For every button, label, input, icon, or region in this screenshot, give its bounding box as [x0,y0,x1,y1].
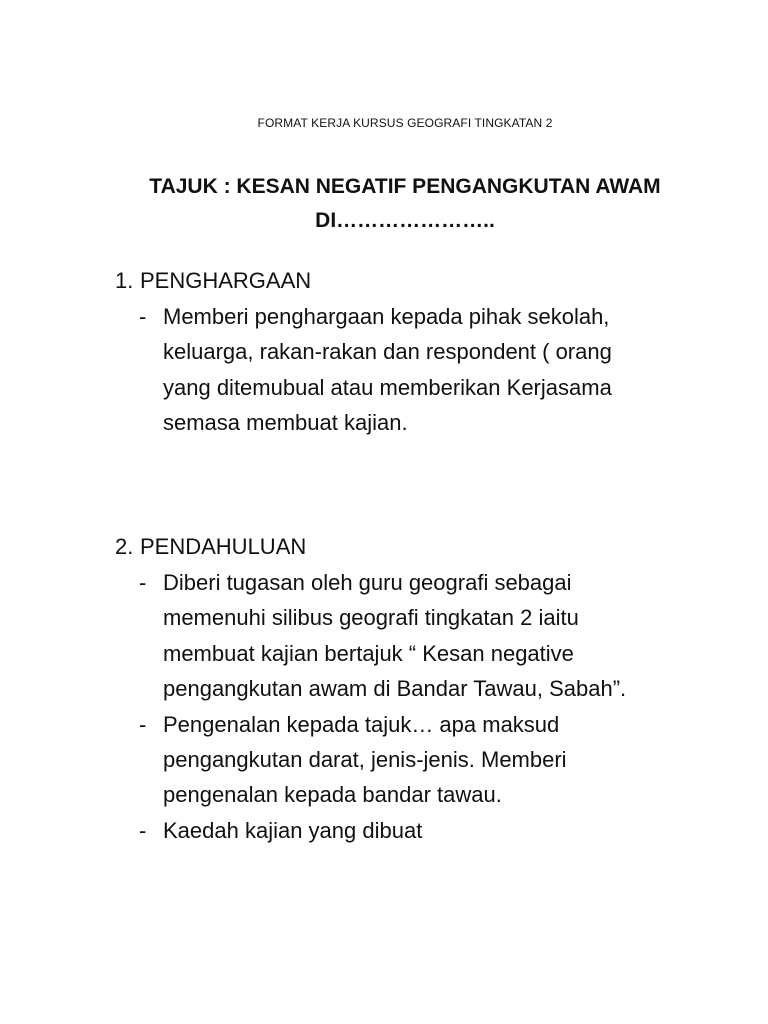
list-item [139,813,715,848]
dash-bullet: - [139,711,147,737]
list-item-text: Memberi penghargaan kepada pihak sekolah, keluarga, rakan-rakan dan respondent ( orang yang ditemubual atau memberikan Kerjasama semasa membuat kajian. [163,304,612,436]
list-item [139,565,715,707]
document-label: FORMAT KERJA KURSUS GEOGRAFI TINGKATAN 2 [257,116,553,130]
title-line-2: DI………………….. [315,209,495,232]
list-item-text: Kaedah kajian yang dibuat [163,817,423,843]
title-line-1: TAJUK : KESAN NEGATIF PENGANGKUTAN AWAM [149,175,661,198]
section-title: PENDAHULUAN [140,534,307,559]
dash-bullet: - [139,817,147,843]
section-heading [115,529,715,565]
list-item-text: Pengenalan kepada tajuk… apa maksud pengangkutan darat, jenis-jenis. Memberi pengenalan kepada bandar tawau. [163,711,567,808]
section-heading [115,263,715,299]
dash-bullet: - [139,570,147,595]
list-item [139,707,715,813]
section-number: 2. [115,534,134,559]
section-title: PENGHARGAAN [140,268,312,293]
list-item-text: Diberi tugasan oleh guru geografi sebagai memenuhi silibus geografi tingkatan 2 iaitu membuat kajian bertajuk “ Kesan negative pengangkutan awam di Bandar Tawau, Sabah”. [163,570,627,702]
section-pendahuluan [115,529,715,848]
list-item [139,299,715,441]
document-title [130,170,680,238]
section-penghargaan [115,263,715,441]
section-number: 1. [115,268,134,293]
dash-bullet: - [139,304,147,329]
